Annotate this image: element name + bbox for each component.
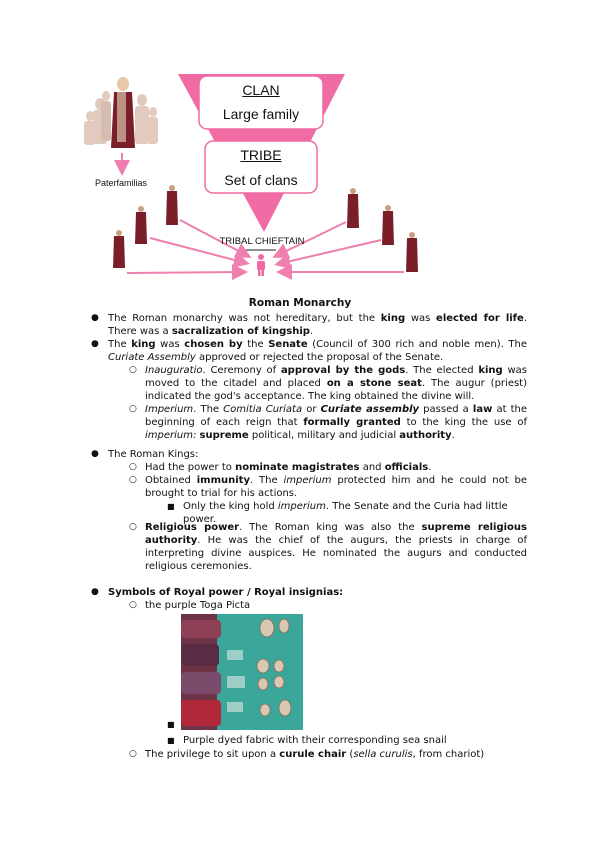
photo-caption: Purple dyed fabric with their corresponding sea snail <box>183 735 447 746</box>
square-bullet: ■ <box>167 720 175 729</box>
monarchy-point-2: The king was chosen by the Senate (Council of 300 rich and noble men). The Curiate Assembly approved or rejected the proposal of the Senate. <box>108 339 527 363</box>
paterfamilias-label: Paterfamilias <box>95 178 148 188</box>
sub-bullet: ○ <box>129 749 137 759</box>
sub-bullet: ○ <box>129 462 137 472</box>
bullet-dot: ● <box>91 313 99 323</box>
chieftain-person-icon <box>257 254 265 276</box>
clan-label: CLAN <box>242 82 280 98</box>
sub-bullet: ○ <box>129 600 137 610</box>
page-title: Roman Monarchy <box>248 297 352 309</box>
chieftain-label: TRIBAL CHIEFTAIN <box>219 236 305 247</box>
kings-point-1: Had the power to nominate magistrates and officials. <box>145 462 432 473</box>
bullet-dot: ● <box>91 449 99 459</box>
kings-point-2: Obtained immunity. The imperium protected him and he could not be brought to trial for his actions. <box>145 475 528 499</box>
sub-bullet: ○ <box>129 475 137 485</box>
bullet-dot: ● <box>91 587 99 597</box>
kings-intro: The Roman Kings: <box>108 449 199 460</box>
sub-bullet: ○ <box>129 365 137 375</box>
monarchy-point-1: The Roman monarchy was not hereditary, but the king was elected for life. There was a sacralization of kingship. <box>108 313 528 337</box>
curule-chair-text: The privilege to sit upon a curule chair (sella curulis, from chariot) <box>145 749 485 760</box>
inauguratio-text: Inauguratio. Ceremony of approval by the gods. The elected king was moved to the citadel and placed on a stone seat. The augur (priest) indicated the god's acceptance. The king obtained the divine will. <box>145 365 528 402</box>
square-bullet: ■ <box>167 502 175 511</box>
tribe-label: TRIBE <box>240 147 282 163</box>
sub-bullet: ○ <box>129 522 137 532</box>
purple-fabric-photo <box>181 614 303 730</box>
kings-point-3: Religious power. The Roman king was also the supreme religious authority. He was the chief of the augurs, the priests in charge of interpreting divine auspices. He nominated the augurs and conducted religious ceremonies. <box>145 522 527 572</box>
paterfamilias-image <box>84 77 158 148</box>
symbols-heading: Symbols of Royal power / Royal insignias: <box>108 587 344 598</box>
tribe-description: Set of clans <box>224 172 298 188</box>
sub-bullet: ○ <box>129 404 137 414</box>
toga-text: the purple Toga Picta <box>145 600 251 611</box>
square-bullet: ■ <box>167 736 175 745</box>
bullet-dot: ● <box>91 339 99 349</box>
imperium-text: Imperium. The Comitia Curiata or Curiate assembly passed a law at the beginning of each reign that formally granted to the king the use of imperium: supreme political, military and judicial authority. <box>145 404 528 441</box>
kings-point-2a: Only the king hold imperium. The Senate and the Curia had little power. <box>183 501 508 525</box>
clan-description: Large family <box>222 106 300 122</box>
